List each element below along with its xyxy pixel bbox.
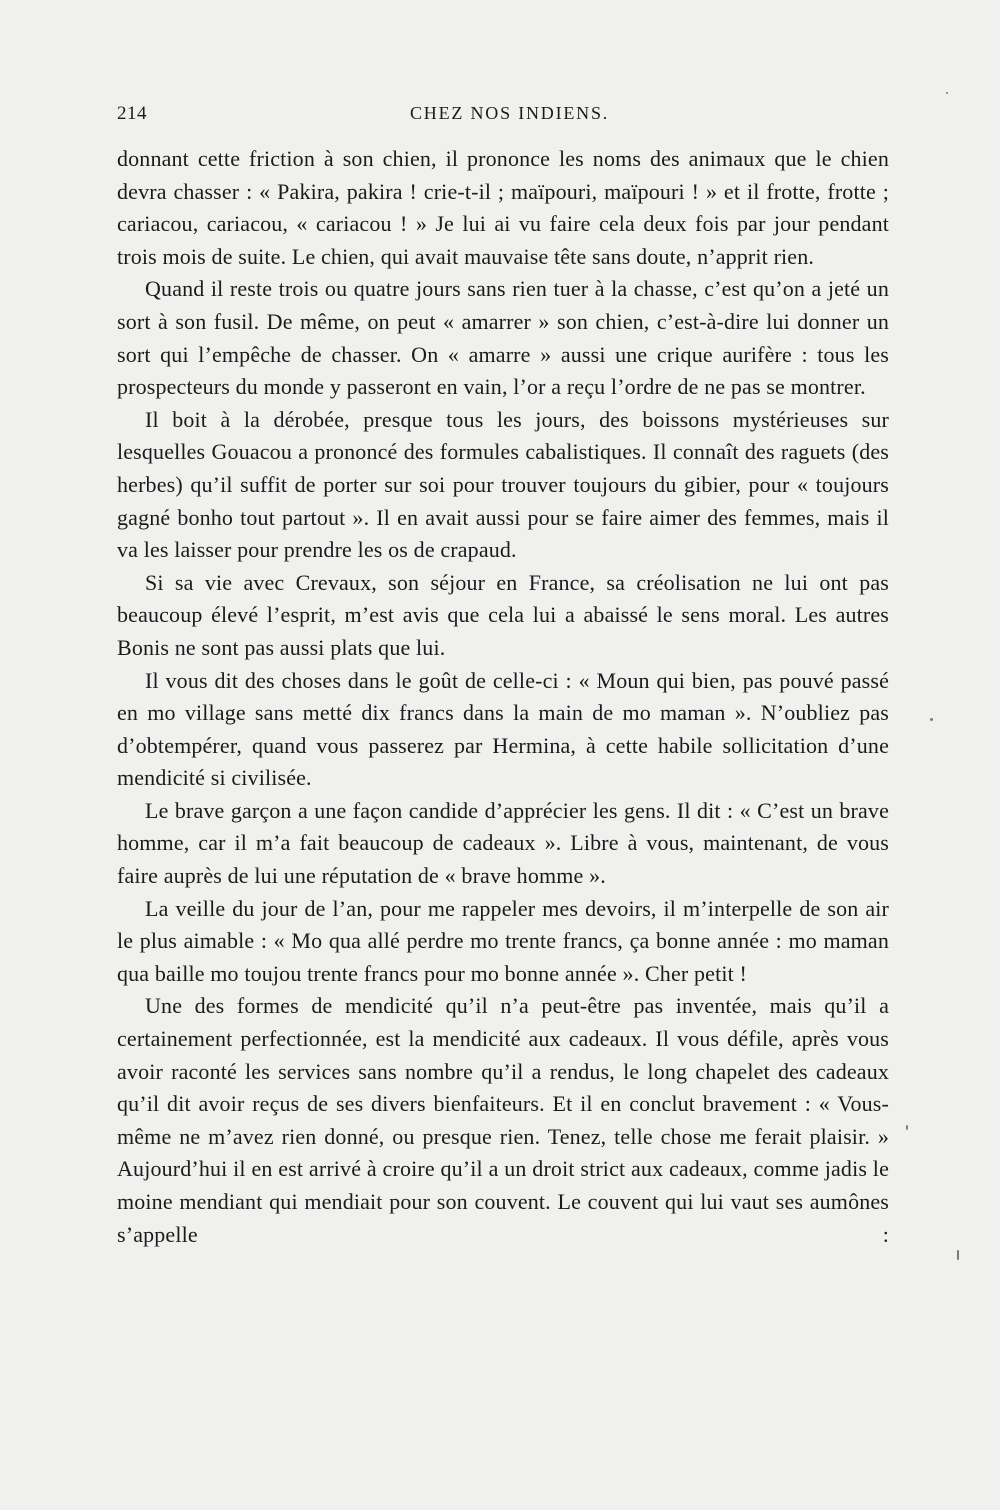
paragraph: Quand il reste trois ou quatre jours sans rien tuer à la chasse, c’est qu’on a jeté un sort à son fusil. De même, on peut « amarrer » son chien, c’est-à-dire lui donner un sort qui l’empêche de chasser. On « amarre » aussi une crique aurifère : tous les prospecteurs du monde y passeront en vain, l’or a reçu l’ordre de ne pas se montrer. [117, 276, 889, 400]
paragraph: La veille du jour de l’an, pour me rappeler mes devoirs, il m’interpelle de son air le plus aimable : « Mo qua allé perdre mo trente francs, ça bonne année : mo maman qua baille mo toujou trente francs pour mo bonne année ». Cher petit ! [117, 895, 889, 986]
body-text [117, 143, 889, 1251]
paragraph: Le brave garçon a une façon candide d’apprécier les gens. Il dit : « C’est un brave homme, car il m’a fait beaucoup de cadeaux ». Libre à vous, maintenant, de vous faire auprès de lui une réputation de « brave homme ». [117, 797, 889, 889]
paragraph: Si sa vie avec Crevaux, son séjour en France, sa créolisation ne lui ont pas beaucoup élevé l’esprit, m’est avis que cela lui a abaissé le sens moral. Les autres Bonis ne sont pas aussi plats que lui. [117, 569, 889, 660]
paragraph: Il vous dit des choses dans le goût de celle-ci : « Moun qui bien, pas pouvé passé en mo village sans metté dix francs dans la main de mo maman ». N’oubliez pas d’obtempérer, quand vous passerez par Hermina, à cette habile sollicitation d’une mendicité si civilisée. [117, 667, 889, 791]
paragraph: Une des formes de mendicité qu’il n’a peut-être pas inventée, mais qu’il a certainement perfectionnée, est la mendicité aux cadeaux. Il vous défile, après vous avoir raconté les services sans nombre qu’il a rendus, le long chapelet des cadeaux qu’il dit avoir reçus de ses divers bienfaiteurs. Et il en conclut bravement : « Vous-même ne m’avez rien donné, ou presque rien. Tenez, telle chose me ferait plaisir. » Aujourd’hui il en est arrivé à croire qu’il a un droit strict aux cadeaux, comme jadis le moine mendiant qui mendiait pour son couvent. Le couvent qui lui vaut ses aumônes s’appelle : [117, 993, 889, 1247]
paper-speck [946, 92, 948, 94]
paper-speck [906, 1125, 908, 1130]
page-number: 214 [117, 103, 147, 124]
paragraph: Il boit à la dérobée, presque tous les jours, des boissons mystérieuses sur lesquelles Gouacou a prononcé des formules cabalistiques. Il connaît des raguets (des herbes) qu’il suffit de porter sur soi pour trouver toujours du gibier, pour « toujours gagné bonho tout partout ». Il en avait aussi pour se faire aimer des femmes, mais il va les laisser pour prendre les os de crapaud. [117, 406, 889, 563]
running-head [117, 103, 887, 133]
paragraph-continued: donnant cette friction à son chien, il prononce les noms des animaux que le chien devra chasser : « Pakira, pakira ! crie-t-il ; maïpouri, maïpouri ! » et il frotte, frotte ; cariacou, cariacou, « cariacou ! » Je lui ai vu faire cela deux fois par jour pendant trois mois de suite. Le chien, qui avait mauvaise tête sans doute, n’apprit rien. [117, 146, 889, 269]
paper-speck [930, 718, 933, 721]
paper-speck [957, 1250, 959, 1260]
running-title: CHEZ NOS INDIENS. [410, 103, 610, 123]
